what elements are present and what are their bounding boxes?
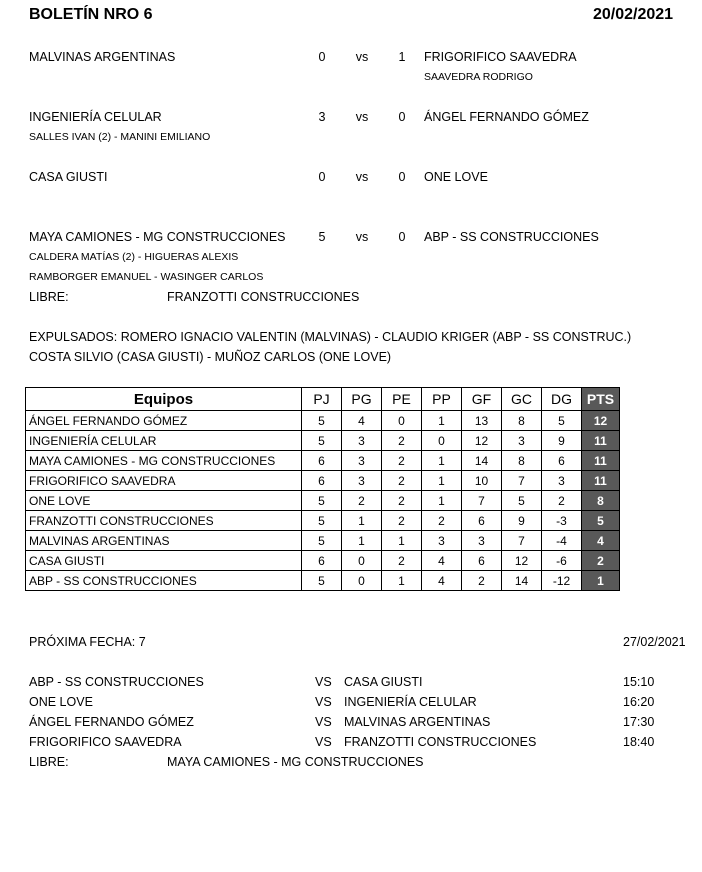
header-pe: PE (382, 388, 422, 411)
fixture-vs: VS (315, 735, 332, 749)
result-away-team: ABP - SS CONSTRUCCIONES (424, 230, 599, 244)
pg-cell: 3 (342, 471, 382, 491)
team-name: MAYA CAMIONES - MG CONSTRUCCIONES (26, 451, 302, 471)
pg-cell: 3 (342, 431, 382, 451)
team-name: ONE LOVE (26, 491, 302, 511)
result-scorers: SAAVEDRA RODRIGO (424, 71, 533, 83)
table-row (26, 511, 620, 531)
pp-cell: 1 (422, 411, 462, 431)
team-name: FRIGORIFICO SAAVEDRA (26, 471, 302, 491)
gf-cell: 3 (462, 531, 502, 551)
pj-cell: 5 (302, 531, 342, 551)
pts-cell: 2 (582, 551, 620, 571)
result-away-team: ÁNGEL FERNANDO GÓMEZ (424, 110, 589, 124)
pp-cell: 4 (422, 571, 462, 591)
team-name: MALVINAS ARGENTINAS (26, 531, 302, 551)
expulsados-line-2: COSTA SILVIO (CASA GIUSTI) - MUÑOZ CARLOS (ONE LOVE) (29, 350, 392, 364)
fixture-away-team: INGENIERÍA CELULAR (344, 695, 477, 709)
fixture-time: 18:40 (623, 735, 655, 749)
result-home-team: CASA GIUSTI (29, 170, 108, 184)
next-libre-team: MAYA CAMIONES - MG CONSTRUCCIONES (167, 755, 424, 769)
pe-cell: 2 (382, 431, 422, 451)
pg-cell: 3 (342, 451, 382, 471)
next-fixture-label: PRÓXIMA FECHA: 7 (29, 635, 146, 649)
pp-cell: 1 (422, 471, 462, 491)
pts-cell: 5 (582, 511, 620, 531)
expulsados-line-1: EXPULSADOS: ROMERO IGNACIO VALENTIN (MALVINAS) - CLAUDIO KRIGER (ABP - SS CONSTRUC.) (29, 330, 632, 344)
pts-cell: 11 (582, 471, 620, 491)
fixture-home-team: ÁNGEL FERNANDO GÓMEZ (29, 715, 194, 729)
pe-cell: 2 (382, 471, 422, 491)
header-pp: PP (422, 388, 462, 411)
dg-cell: 2 (542, 491, 582, 511)
dg-cell: 9 (542, 431, 582, 451)
header-dg: DG (542, 388, 582, 411)
team-name: ABP - SS CONSTRUCCIONES (26, 571, 302, 591)
pj-cell: 5 (302, 491, 342, 511)
pts-cell: 8 (582, 491, 620, 511)
result-vs: vs (355, 170, 369, 184)
header-pts: PTS (582, 388, 620, 411)
pe-cell: 2 (382, 451, 422, 471)
gc-cell: 8 (502, 411, 542, 431)
pj-cell: 6 (302, 471, 342, 491)
pj-cell: 5 (302, 571, 342, 591)
pg-cell: 1 (342, 531, 382, 551)
bulletin-date: 20/02/2021 (593, 6, 674, 23)
table-row (26, 491, 620, 511)
pe-cell: 2 (382, 511, 422, 531)
result-home-team: MAYA CAMIONES - MG CONSTRUCCIONES (29, 230, 286, 244)
team-name: CASA GIUSTI (26, 551, 302, 571)
header-equipos: Equipos (26, 388, 302, 411)
result-home-goals: 0 (318, 170, 326, 184)
gf-cell: 7 (462, 491, 502, 511)
dg-cell: -6 (542, 551, 582, 571)
gf-cell: 14 (462, 451, 502, 471)
header-gf: GF (462, 388, 502, 411)
gf-cell: 10 (462, 471, 502, 491)
pts-cell: 11 (582, 431, 620, 451)
fixture-away-team: FRANZOTTI CONSTRUCCIONES (344, 735, 537, 749)
result-home-goals: 3 (318, 110, 326, 124)
result-vs: vs (355, 50, 369, 64)
libre-team: FRANZOTTI CONSTRUCCIONES (167, 290, 360, 304)
pg-cell: 1 (342, 511, 382, 531)
fixture-time: 15:10 (623, 675, 655, 689)
gc-cell: 9 (502, 511, 542, 531)
gc-cell: 8 (502, 451, 542, 471)
gc-cell: 7 (502, 471, 542, 491)
pp-cell: 2 (422, 511, 462, 531)
pg-cell: 0 (342, 551, 382, 571)
pg-cell: 0 (342, 571, 382, 591)
table-row (26, 411, 620, 431)
fixture-vs: VS (315, 715, 332, 729)
fixture-home-team: ONE LOVE (29, 695, 93, 709)
fixture-away-team: CASA GIUSTI (344, 675, 423, 689)
gf-cell: 6 (462, 511, 502, 531)
pe-cell: 2 (382, 551, 422, 571)
table-row (26, 451, 620, 471)
result-scorers: RAMBORGER EMANUEL - WASINGER CARLOS (29, 271, 264, 283)
gf-cell: 12 (462, 431, 502, 451)
next-fixture-date: 27/02/2021 (623, 635, 686, 649)
team-name: FRANZOTTI CONSTRUCCIONES (26, 511, 302, 531)
result-home-goals: 0 (318, 50, 326, 64)
table-row (26, 551, 620, 571)
gf-cell: 13 (462, 411, 502, 431)
next-libre-label: LIBRE: (29, 755, 69, 769)
result-home-team: MALVINAS ARGENTINAS (29, 50, 176, 64)
fixture-home-team: ABP - SS CONSTRUCCIONES (29, 675, 204, 689)
pj-cell: 6 (302, 551, 342, 571)
header-pg: PG (342, 388, 382, 411)
bulletin-title: BOLETÍN NRO 6 (29, 6, 153, 23)
pj-cell: 5 (302, 411, 342, 431)
pj-cell: 5 (302, 431, 342, 451)
pp-cell: 1 (422, 491, 462, 511)
pe-cell: 0 (382, 411, 422, 431)
table-row (26, 571, 620, 591)
gc-cell: 14 (502, 571, 542, 591)
result-away-goals: 0 (398, 230, 406, 244)
pj-cell: 6 (302, 451, 342, 471)
pe-cell: 2 (382, 491, 422, 511)
pe-cell: 1 (382, 571, 422, 591)
table-row (26, 431, 620, 451)
team-name: ÁNGEL FERNANDO GÓMEZ (26, 411, 302, 431)
gc-cell: 5 (502, 491, 542, 511)
header-gc: GC (502, 388, 542, 411)
pp-cell: 0 (422, 431, 462, 451)
gc-cell: 12 (502, 551, 542, 571)
fixture-time: 16:20 (623, 695, 655, 709)
team-name: INGENIERÍA CELULAR (26, 431, 302, 451)
pp-cell: 1 (422, 451, 462, 471)
pts-cell: 11 (582, 451, 620, 471)
dg-cell: 5 (542, 411, 582, 431)
fixture-vs: VS (315, 695, 332, 709)
gf-cell: 6 (462, 551, 502, 571)
libre-label: LIBRE: (29, 290, 69, 304)
pj-cell: 5 (302, 511, 342, 531)
fixture-vs: VS (315, 675, 332, 689)
dg-cell: 3 (542, 471, 582, 491)
result-home-goals: 5 (318, 230, 326, 244)
dg-cell: -12 (542, 571, 582, 591)
result-away-goals: 1 (398, 50, 406, 64)
result-vs: vs (355, 230, 369, 244)
dg-cell: -3 (542, 511, 582, 531)
pts-cell: 12 (582, 411, 620, 431)
pts-cell: 1 (582, 571, 620, 591)
gc-cell: 7 (502, 531, 542, 551)
result-home-team: INGENIERÍA CELULAR (29, 110, 162, 124)
result-away-goals: 0 (398, 110, 406, 124)
result-scorers: SALLES IVAN (2) - MANINI EMILIANO (29, 131, 211, 143)
pg-cell: 2 (342, 491, 382, 511)
dg-cell: -4 (542, 531, 582, 551)
result-away-team: ONE LOVE (424, 170, 488, 184)
table-row (26, 471, 620, 491)
gf-cell: 2 (462, 571, 502, 591)
fixture-time: 17:30 (623, 715, 655, 729)
fixture-home-team: FRIGORIFICO SAAVEDRA (29, 735, 182, 749)
dg-cell: 6 (542, 451, 582, 471)
gc-cell: 3 (502, 431, 542, 451)
standings-header-row (26, 388, 620, 411)
result-vs: vs (355, 110, 369, 124)
header-pj: PJ (302, 388, 342, 411)
table-row (26, 531, 620, 551)
standings-table (25, 387, 620, 591)
fixture-away-team: MALVINAS ARGENTINAS (344, 715, 491, 729)
pg-cell: 4 (342, 411, 382, 431)
pe-cell: 1 (382, 531, 422, 551)
pp-cell: 3 (422, 531, 462, 551)
pp-cell: 4 (422, 551, 462, 571)
result-away-goals: 0 (398, 170, 406, 184)
result-away-team: FRIGORIFICO SAAVEDRA (424, 50, 577, 64)
result-scorers: CALDERA MATÍAS (2) - HIGUERAS ALEXIS (29, 251, 239, 263)
pts-cell: 4 (582, 531, 620, 551)
